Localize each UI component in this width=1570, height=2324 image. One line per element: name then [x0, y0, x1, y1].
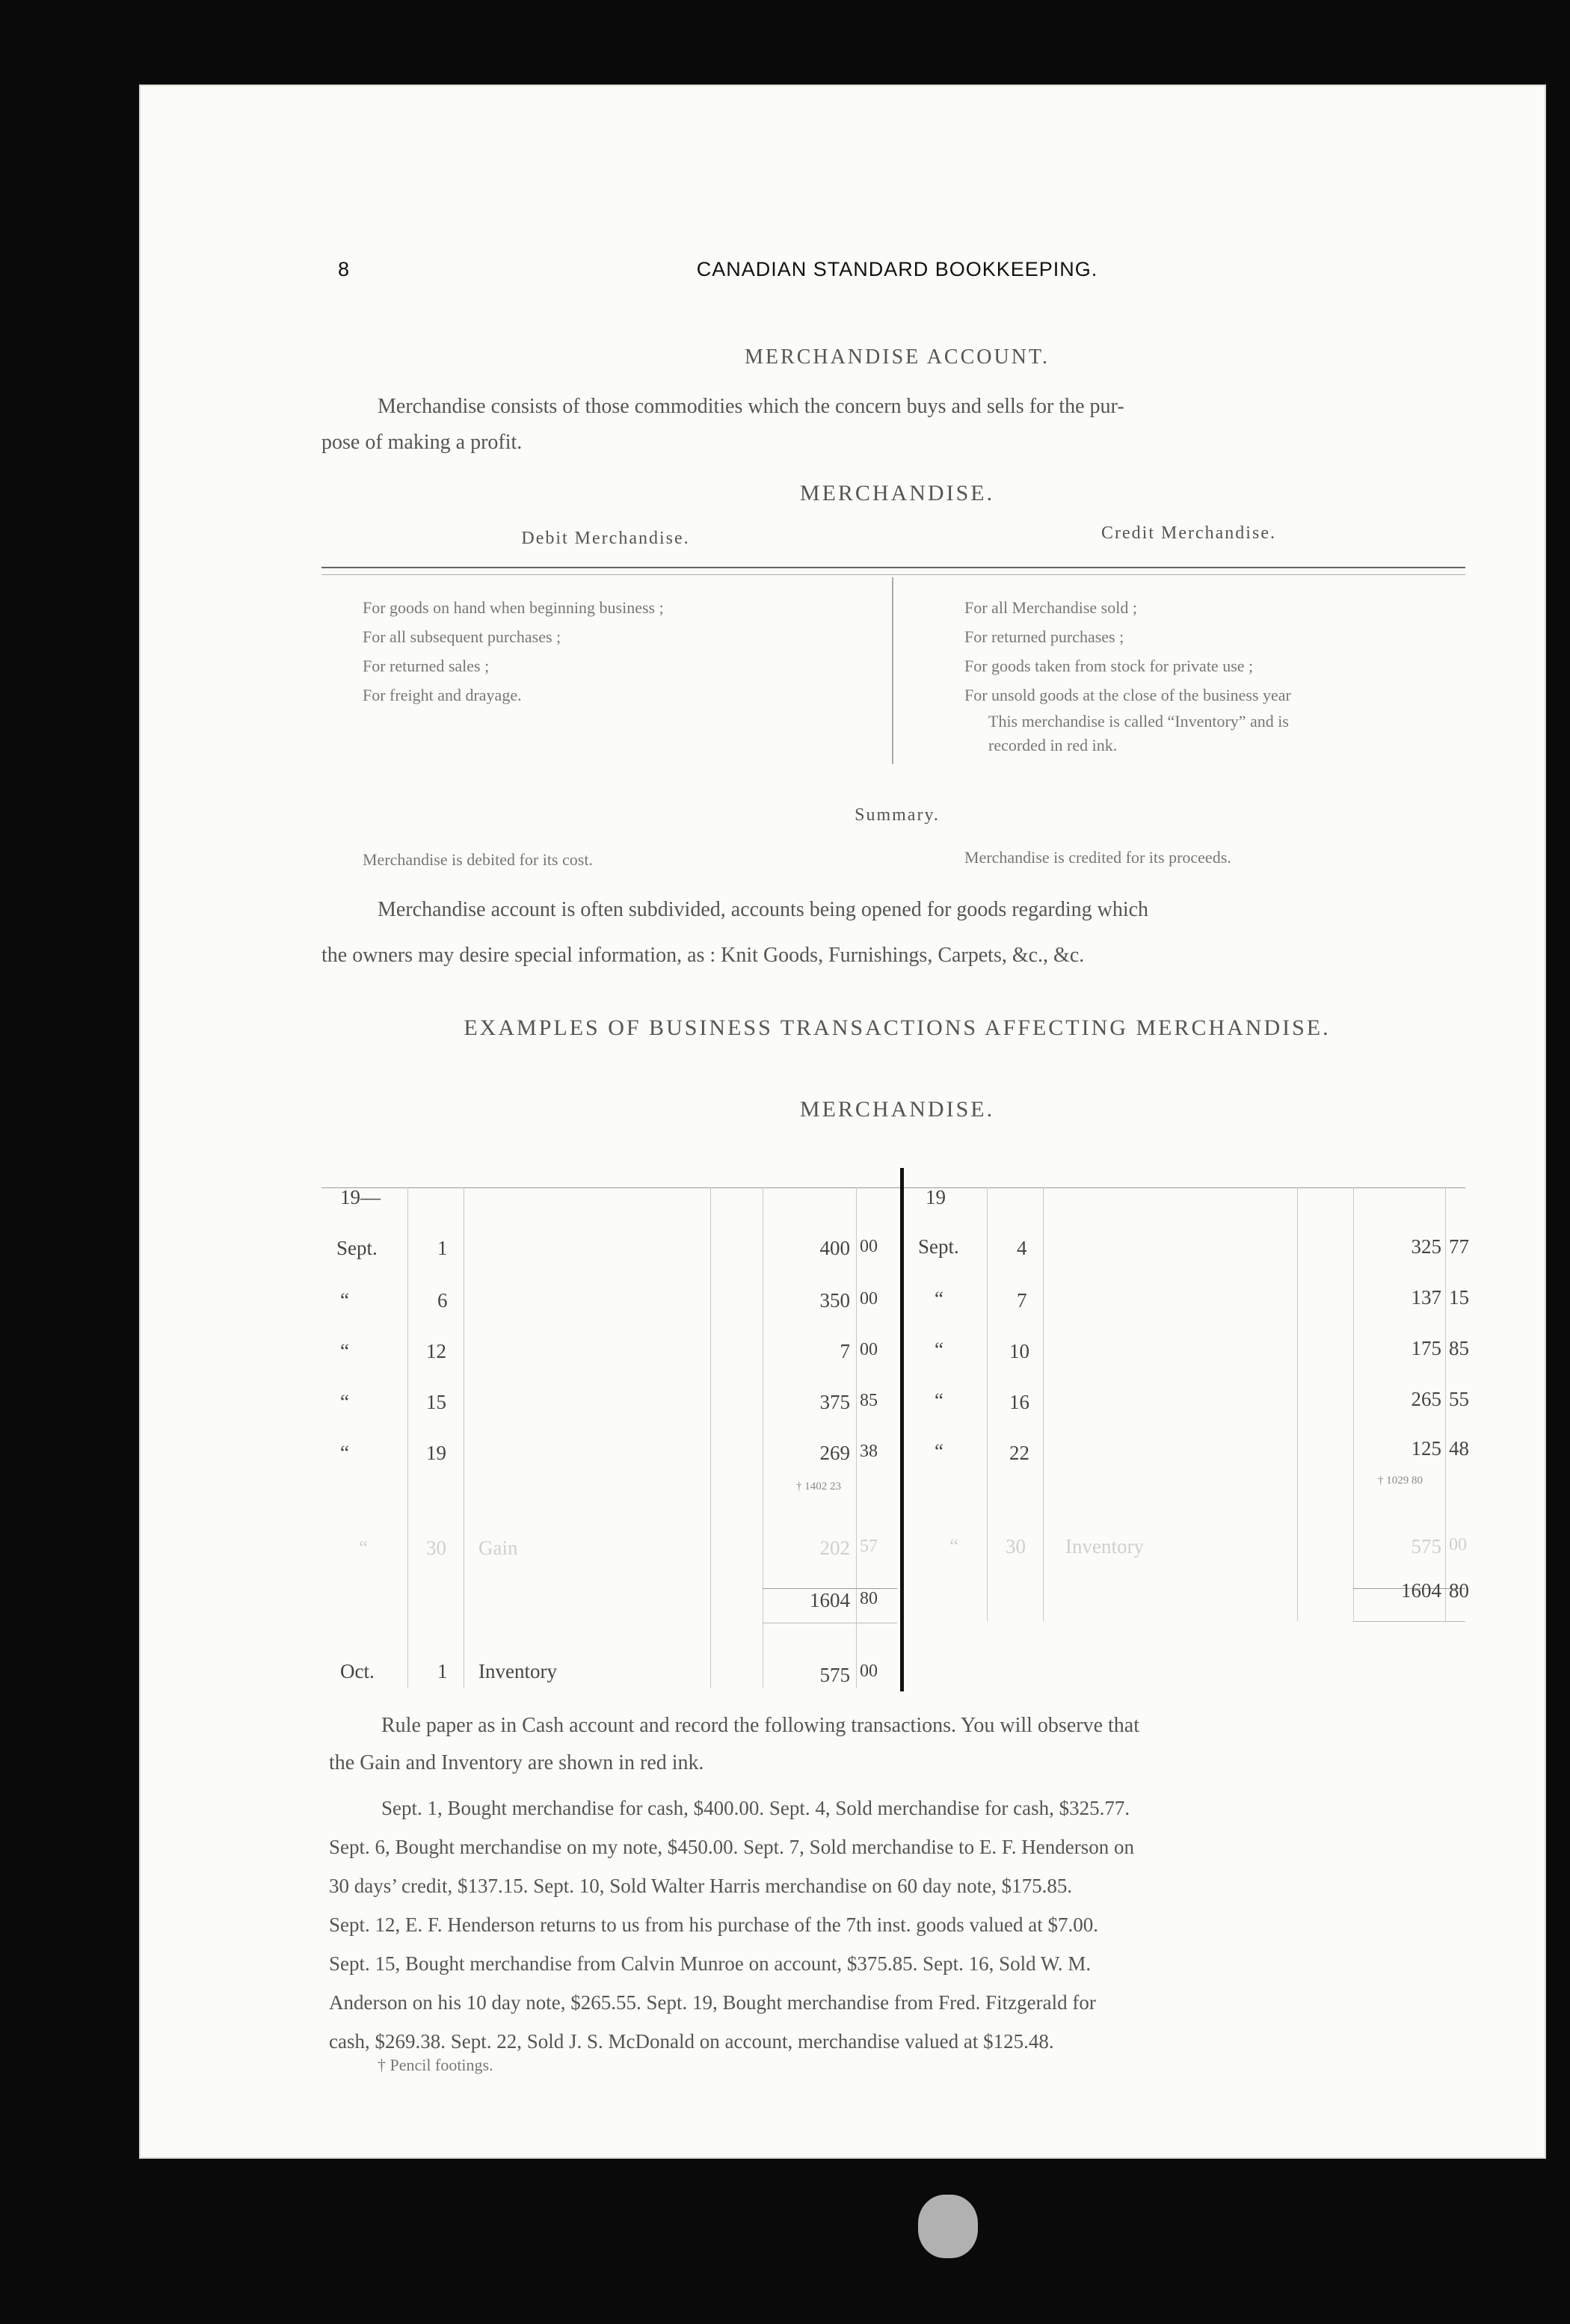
credit-list: [964, 593, 1480, 757]
ledger-col-rule: [987, 1187, 988, 1621]
ledger-dollars: 575: [819, 1664, 850, 1686]
examples-title: EXAMPLES OF BUSINESS TRANSACTIONS AFFECTING MERCHANDISE.: [464, 1015, 1331, 1040]
ledger-dollars: 265: [1411, 1388, 1441, 1410]
subdivide-line-2: the owners may desire special information, as : Knit Goods, Furnishings, Carpets, &c., &c.: [321, 944, 1085, 967]
credit-total-rule: [1353, 1621, 1465, 1622]
ledger-month: “: [359, 1537, 368, 1559]
transaction-line: Sept. 15, Bought merchandise from Calvin Munroe on account, $375.85. Sept. 16, Sold W. M.: [329, 1952, 1092, 1975]
ledger-month: Sept.: [918, 1235, 959, 1258]
ledger-dollars: 269: [819, 1442, 850, 1464]
ledger-cents: 85: [860, 1391, 878, 1410]
footnote: † Pencil footings.: [378, 2056, 493, 2074]
ledger-month: “: [949, 1535, 958, 1558]
credit-item: For goods taken from stock for private use ;: [964, 657, 1254, 675]
ledger-dollars: 202: [819, 1537, 850, 1559]
ledger-day: 1: [437, 1660, 448, 1682]
credit-item: For unsold goods at the close of the business year: [964, 686, 1291, 704]
debit-total-cents: 80: [860, 1589, 878, 1608]
ledger-month: “: [935, 1338, 943, 1361]
credit-total-cents: 80: [1449, 1579, 1469, 1602]
ledger-cents: 85: [1449, 1337, 1469, 1359]
ledger-center-rule: [900, 1168, 904, 1691]
ledger-month: “: [935, 1288, 943, 1310]
ledger-col-rule: [710, 1187, 711, 1688]
inventory-label: Inventory: [1065, 1535, 1144, 1558]
section-title: MERCHANDISE ACCOUNT.: [745, 345, 1050, 369]
transaction-line: Sept. 12, E. F. Henderson returns to us from his purchase of the 7th inst. goods valued at $7.00.: [329, 1913, 1098, 1936]
debit-pencil-footing: † 1402 23: [796, 1481, 841, 1493]
transactions-paragraph: [329, 1789, 1480, 2061]
ledger-month: Oct.: [340, 1660, 375, 1682]
ledger-dollars: 325: [1411, 1235, 1441, 1258]
ledger-cents: 00: [1449, 1535, 1467, 1555]
credit-heading: Credit Merchandise.: [1101, 523, 1276, 543]
credit-total-dollars: 1604: [1401, 1579, 1441, 1602]
transaction-line: Sept. 6, Bought merchandise on my note, $450.00. Sept. 7, Sold merchandise to E. F. Henderson on: [329, 1836, 1134, 1858]
ledger-col-rule: [1297, 1187, 1298, 1621]
ledger-cents: 55: [1449, 1388, 1469, 1410]
ledger-month: “: [935, 1440, 943, 1463]
ledger-day: 22: [1009, 1442, 1029, 1464]
credit-year: 19: [926, 1186, 946, 1208]
debit-year: 19—: [340, 1186, 381, 1208]
ledger-cents: 00: [860, 1289, 878, 1309]
ledger-month: “: [340, 1442, 349, 1464]
debit-item: For freight and drayage.: [363, 686, 522, 704]
gain-label: Gain: [478, 1537, 518, 1559]
summary-heading: Summary.: [855, 805, 940, 825]
ledger-day: 10: [1009, 1340, 1029, 1362]
ledger-title: MERCHANDISE.: [799, 1097, 995, 1122]
credit-pencil-footing: † 1029 80: [1378, 1475, 1423, 1487]
ledger-dollars: 137: [1411, 1286, 1441, 1309]
ledger-day: 19: [426, 1442, 446, 1464]
debit-list: [363, 593, 878, 710]
rule-top-2: [321, 574, 1465, 575]
ledger-cents: 57: [860, 1537, 878, 1556]
ledger-cents: 38: [860, 1442, 878, 1461]
ledger-day: 7: [1017, 1289, 1027, 1312]
credit-note-1: This merchandise is called “Inventory” and is: [988, 712, 1289, 731]
ledger-month: “: [340, 1340, 349, 1362]
credit-note-2: recorded in red ink.: [988, 736, 1118, 754]
ledger-day: 4: [1017, 1237, 1027, 1259]
scan-artifact: [918, 2195, 978, 2258]
rule-top: [321, 567, 1465, 568]
ledger-dollars: 375: [819, 1391, 850, 1413]
ledger-day: 30: [1006, 1535, 1026, 1558]
ledger-month: “: [340, 1289, 349, 1312]
ledger-dollars: 575: [1411, 1535, 1441, 1558]
ledger-cents: 15: [1449, 1286, 1469, 1309]
instructions-line-1: Rule paper as in Cash account and record the following transactions. You will observe that: [381, 1714, 1139, 1737]
debit-item: For all subsequent purchases ;: [363, 627, 561, 646]
ledger-cents: 00: [860, 1237, 878, 1256]
ledger-cents: 77: [1449, 1235, 1469, 1258]
ledger-col-rule: [1043, 1187, 1044, 1621]
transaction-line: Anderson on his 10 day note, $265.55. Sept. 19, Bought merchandise from Fred. Fitzgerald for: [329, 1991, 1096, 2014]
credit-item: For all Merchandise sold ;: [964, 598, 1137, 617]
credit-item: For returned purchases ;: [964, 627, 1124, 646]
ledger-cents: 48: [1449, 1437, 1469, 1460]
ledger-day: 12: [426, 1340, 446, 1362]
ledger-dollars: 7: [840, 1340, 850, 1362]
transaction-line: Sept. 1, Bought merchandise for cash, $400.00. Sept. 4, Sold merchandise for cash, $325.77.: [381, 1797, 1130, 1819]
ledger-month: “: [935, 1389, 943, 1412]
ledger-top-rule: [321, 1187, 1465, 1188]
ledger-day: 16: [1009, 1391, 1029, 1413]
debit-total-dollars: 1604: [810, 1589, 850, 1611]
ledger-day: 1: [437, 1237, 448, 1259]
ledger-cents: 00: [860, 1661, 878, 1681]
intro-line-1: Merchandise consists of those commodities which the concern buys and sells for the pur-: [378, 395, 1124, 418]
ledger-cents: 00: [860, 1340, 878, 1359]
ledger-day: 15: [426, 1391, 446, 1413]
summary-right: Merchandise is credited for its proceeds.: [964, 848, 1231, 867]
subdivide-line-1: Merchandise account is often subdivided, accounts being opened for goods regarding which: [378, 898, 1149, 921]
debit-heading: Debit Merchandise.: [521, 529, 690, 548]
debit-item: For goods on hand when beginning business ;: [363, 598, 664, 617]
page-number: 8: [338, 258, 350, 280]
ledger-day: 30: [426, 1537, 446, 1559]
ledger-col-rule: [856, 1187, 857, 1688]
instructions-line-2: the Gain and Inventory are shown in red ink.: [329, 1751, 704, 1774]
ledger-dollars: 175: [1411, 1337, 1441, 1359]
merchandise-heading: MERCHANDISE.: [799, 481, 995, 505]
ledger-month: “: [340, 1391, 349, 1413]
column-divider: [892, 577, 893, 764]
debit-item: For returned sales ;: [363, 657, 490, 675]
ledger-dollars: 125: [1411, 1437, 1441, 1460]
summary-left: Merchandise is debited for its cost.: [363, 850, 593, 869]
ledger-col-rule: [407, 1187, 408, 1688]
ledger-col-rule: [1445, 1187, 1446, 1621]
running-title: CANADIAN STANDARD BOOKKEEPING.: [696, 258, 1098, 280]
ledger-dollars: 350: [819, 1289, 850, 1312]
transaction-line: 30 days’ credit, $137.15. Sept. 10, Sold Walter Harris merchandise on 60 day note, $175.85.: [329, 1875, 1073, 1897]
ledger-month: Sept.: [336, 1237, 378, 1259]
ledger-day: 6: [437, 1289, 448, 1312]
ledger-dollars: 400: [819, 1237, 850, 1259]
transaction-line: cash, $269.38. Sept. 22, Sold J. S. McDonald on account, merchandise valued at $125.48.: [329, 2030, 1054, 2053]
intro-line-2: pose of making a profit.: [321, 431, 523, 454]
inventory-label: Inventory: [478, 1660, 557, 1682]
